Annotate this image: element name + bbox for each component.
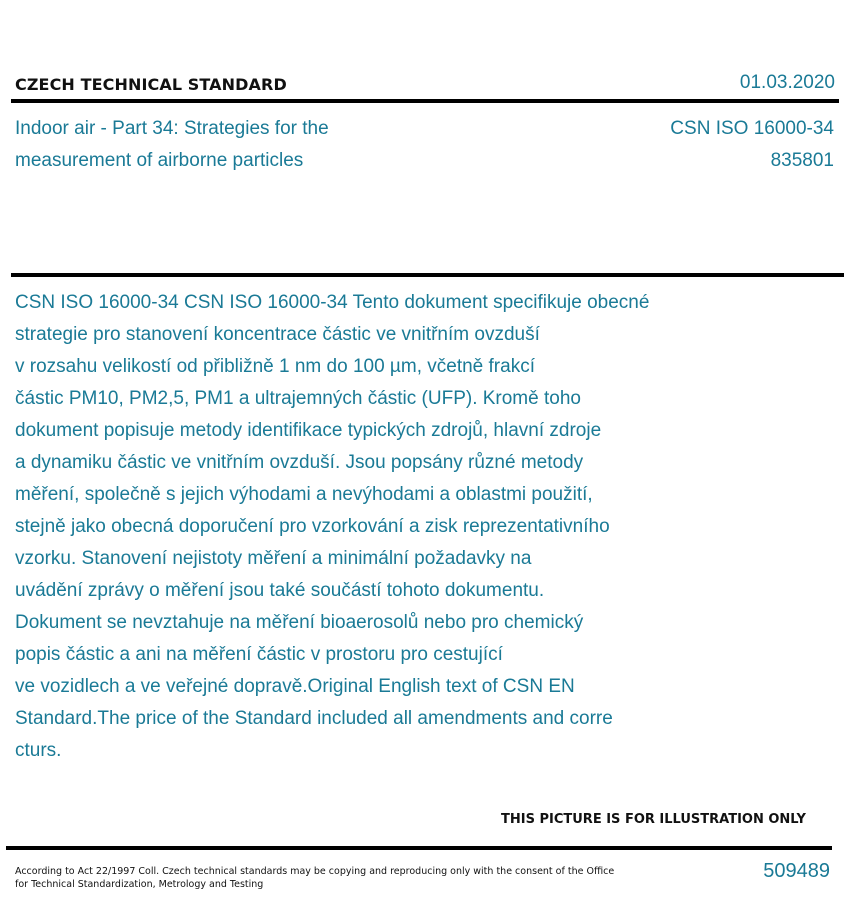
standard-identifier — [670, 113, 834, 177]
top-divider — [11, 99, 839, 103]
illustration-disclaimer: THIS PICTURE IS FOR ILLUSTRATION ONLY — [501, 812, 806, 827]
abstract-text: CSN ISO 16000-34 CSN ISO 16000-34 Tento dokument specifikuje obecné strategie pro stanovení koncentrace částic ve vnitřním ovzduší v rozsahu velikostí od přibližně 1 nm do 100 µm, včetně frakcí částic PM10, PM2,5, PM1 a ultrajemných částic (UFP). Kromě toho dokument popisuje metody identifikace typických zdrojů, hlavní zdroje a dynamiku částic ve vnitřním ovzduší. Jsou popsány různé metody měření, společně s jejich výhodami a nevýhodami a oblastmi použití, stejně jako obecná doporučení pro vzorkování a zisk reprezentativního vzorku. Stanovení nejistoty měření a minimální požadavky na uvádění zprávy o měření jsou také součástí tohoto dokumentu. Dokument se nevztahuje na měření bioaerosolů nebo pro chemický popis částic a ani na měření částic v prostoru pro cestující ve vozidlech a ve veřejné dopravě.Original English text of CSN EN Standard.The price of the Standard included all amendments and corre cturs. — [15, 292, 650, 761]
catalog-number: 835801 — [770, 150, 834, 171]
publication-date: 01.03.2020 — [739, 72, 835, 93]
standard-code: CSN ISO 16000-34 — [670, 118, 834, 139]
document-title-line-2: measurement of airborne particles — [15, 150, 304, 171]
footer-number: 509489 — [763, 860, 830, 882]
legal-notice-line-2: for Technical Standardization, Metrology and Testing — [15, 879, 264, 890]
legal-notice — [15, 865, 615, 891]
document-title-line-1: Indoor air - Part 34: Strategies for the — [15, 118, 329, 139]
footer-divider — [6, 846, 832, 850]
document-title — [15, 113, 495, 177]
section-divider — [11, 273, 844, 277]
legal-notice-line-1: According to Act 22/1997 Coll. Czech technical standards may be copying and reproducing only with the consent of the Office — [15, 866, 615, 877]
standard-type-label: CZECH TECHNICAL STANDARD — [15, 75, 287, 94]
